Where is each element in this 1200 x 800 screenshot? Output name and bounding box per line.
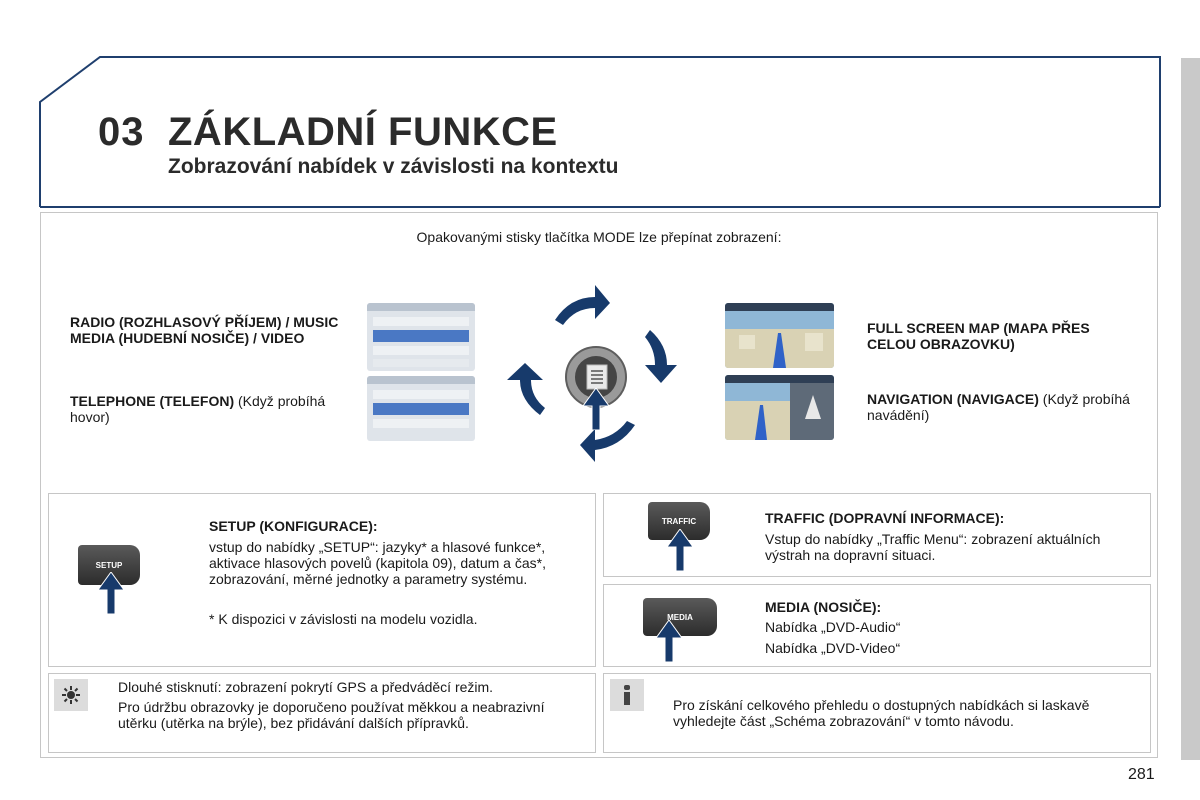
navigation-screen-image bbox=[725, 375, 834, 440]
curved-arrow-icon bbox=[555, 285, 610, 325]
navigation-desc: (Když probíhá navádění) bbox=[867, 391, 1130, 423]
chapter-title: ZÁKLADNÍ FUNKCE bbox=[168, 110, 558, 154]
up-arrow-icon bbox=[98, 572, 124, 614]
setup-title: SETUP (KONFIGURACE): bbox=[209, 518, 378, 534]
radio-mode-label: RADIO (ROZHLASOVÝ PŘÍJEM) / MUSIC MEDIA (HUDEBNÍ NOSIČE) / VIDEO bbox=[70, 314, 339, 346]
up-arrow-icon bbox=[667, 529, 693, 571]
traffic-button[interactable]: TRAFFIC bbox=[648, 502, 710, 540]
gps-tip-text: Dlouhé stisknutí: zobrazení pokrytí GPS a předváděcí režim. bbox=[118, 679, 494, 695]
document-icon bbox=[586, 364, 608, 390]
up-arrow-icon bbox=[583, 388, 609, 430]
media-item-dvd-video: Nabídka „DVD-Video“ bbox=[765, 640, 901, 656]
curved-arrow-icon bbox=[507, 363, 545, 415]
intro-text: Opakovanými stisky tlačítka MODE lze přepínat zobrazení: bbox=[416, 229, 782, 245]
telephone-mode-label bbox=[70, 393, 340, 425]
gear-icon bbox=[54, 679, 88, 711]
up-arrow-icon bbox=[656, 620, 682, 662]
full-map-screen-image bbox=[725, 303, 834, 368]
setup-description: vstup do nabídky „SETUP“: jazyky* a hlasové funkce*, aktivace hlasových povelů (kapitola 09), datum a čas*, zobrazování, měrné jednotky a parametry systému. bbox=[209, 539, 546, 587]
setup-note: * K dispozici v závislosti na modelu vozidla. bbox=[209, 611, 478, 627]
traffic-title: TRAFFIC (DOPRAVNÍ INFORMACE): bbox=[765, 510, 1005, 526]
info-tip-text: Pro získání celkového přehledu o dostupných nabídkách si laskavě vyhledejte část „Schéma zobrazování“ v tomto návodu. bbox=[673, 697, 1090, 729]
side-tab bbox=[1181, 58, 1200, 760]
page-number: 281 bbox=[1128, 766, 1155, 783]
curved-arrow-icon bbox=[645, 330, 677, 383]
navigation-title: NAVIGATION (NAVIGACE) bbox=[867, 391, 1039, 407]
telephone-title: TELEPHONE (TELEFON) bbox=[70, 393, 235, 409]
telephone-screen-image bbox=[367, 376, 475, 441]
media-button[interactable]: MEDIA bbox=[643, 598, 717, 636]
info-icon bbox=[610, 679, 644, 711]
radio-screen-image bbox=[367, 303, 475, 371]
setup-button[interactable]: SETUP bbox=[78, 545, 140, 585]
telephone-desc: (Když probíhá hovor) bbox=[70, 393, 326, 425]
media-item-dvd-audio: Nabídka „DVD-Audio“ bbox=[765, 619, 901, 635]
media-title: MEDIA (NOSIČE): bbox=[765, 599, 882, 615]
full-map-mode-label: FULL SCREEN MAP (MAPA PŘES CELOU OBRAZOVKU) bbox=[867, 320, 1090, 352]
navigation-mode-label bbox=[867, 391, 1137, 423]
traffic-description: Vstup do nabídky „Traffic Menu“: zobrazení aktuálních výstrah na dopravní situaci. bbox=[765, 531, 1101, 563]
chapter-number: 03 bbox=[98, 110, 145, 154]
chapter-subtitle: Zobrazování nabídek v závislosti na kontextu bbox=[168, 155, 619, 178]
cleaning-tip-text: Pro údržbu obrazovky je doporučeno používat měkkou a neabrazivní utěrku (utěrka na brýle), bez přidávání dalších přípravků. bbox=[118, 699, 545, 731]
